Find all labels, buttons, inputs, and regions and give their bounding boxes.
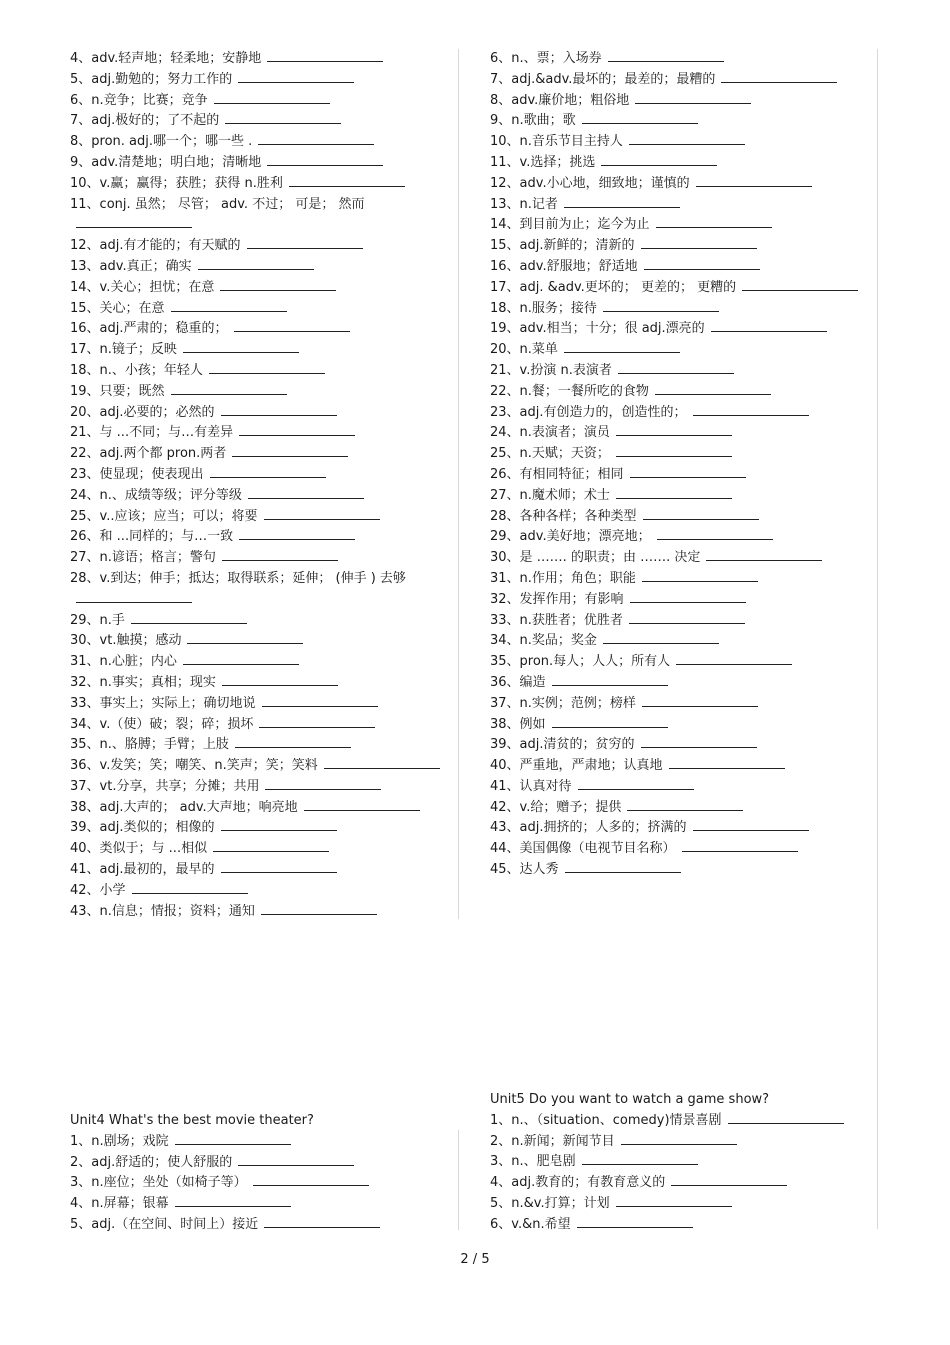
vocab-item-text: 41、adj.最初的，最早的 — [70, 862, 215, 878]
vocab-item-text: 40、类似于；与 ...相似 — [70, 841, 208, 857]
vocab-item — [70, 548, 456, 569]
answer-blank — [642, 694, 758, 707]
vocab-item-text: 26、有相同特征；相同 — [490, 466, 624, 482]
vocab-item — [490, 257, 876, 278]
answer-blank — [221, 860, 337, 873]
answer-blank — [267, 49, 383, 62]
answer-blank — [214, 91, 330, 104]
answer-blank — [225, 111, 341, 124]
vocab-item — [490, 1173, 876, 1194]
vocab-item-text: 35、pron.每人；人人；所有人 — [490, 654, 671, 670]
vocab-item-text: 7、adj.&adv.最坏的；最差的；最糟的 — [490, 71, 716, 87]
vocab-item — [490, 236, 876, 257]
vocab-item-text: 5、adj.勤勉的；努力工作的 — [70, 71, 233, 87]
answer-blank — [267, 153, 383, 166]
vocab-item-text: 1、n.剧场；戏院 — [70, 1133, 169, 1149]
answer-blank — [238, 1153, 354, 1166]
vocab-item-text: 40、严重地，严肃地；认真地 — [490, 758, 663, 774]
vocab-item — [70, 91, 456, 112]
vocab-item-text: 12、adj.有才能的；有天赋的 — [70, 238, 241, 254]
vocab-item — [490, 278, 876, 299]
vocab-item-text: 19、只要；既然 — [70, 383, 165, 399]
answer-blank — [630, 465, 746, 478]
answer-blank — [669, 756, 785, 769]
answer-blank — [171, 299, 287, 312]
answer-blank — [565, 860, 681, 873]
vocab-item-text: 44、美国偶像（电视节目名称） — [490, 841, 676, 857]
unit4-title: Unit4 What's the best movie theater? — [70, 1113, 314, 1128]
vocab-item-text: 17、adj. &adv.更坏的； 更差的； 更糟的 — [490, 279, 737, 295]
vocab-item-text: 20、n.菜单 — [490, 342, 558, 358]
vocab-item-text: 36、v.发笑；笑；嘲笑、n.笑声；笑；笑料 — [70, 758, 318, 774]
vocab-item-text: 9、n.歌曲；歌 — [490, 113, 576, 129]
vocab-item-text: 20、adj.必要的；必然的 — [70, 404, 215, 420]
vocab-item — [490, 673, 876, 694]
answer-blank — [603, 631, 719, 644]
vocab-item-text: 8、adv.廉价地；粗俗地 — [490, 92, 630, 108]
vocab-item-text: 22、n.餐；一餐所吃的食物 — [490, 383, 649, 399]
vocab-item — [490, 403, 876, 424]
answer-blank — [618, 361, 734, 374]
vocab-item-text: 8、pron. adj.哪一个；哪一些 . — [70, 134, 253, 150]
vocab-item — [70, 382, 456, 403]
vocab-item-text: 28、各种各样；各种类型 — [490, 508, 637, 524]
vocab-item — [70, 153, 456, 174]
answer-blank — [608, 49, 724, 62]
vocab-item — [70, 257, 456, 278]
answer-blank — [213, 839, 329, 852]
answer-blank — [324, 756, 440, 769]
answer-blank — [238, 70, 354, 83]
vocab-item — [490, 195, 876, 216]
vocab-item — [490, 49, 876, 70]
vocab-item-text: 4、adv.轻声地；轻柔地；安静地 — [70, 51, 262, 66]
vocab-item-text: 43、adj.拥挤的；人多的；挤满的 — [490, 820, 687, 836]
vocab-item-text: 12、adv.小心地，细致地；谨慎的 — [490, 175, 690, 191]
answer-blank — [264, 1215, 380, 1228]
answer-blank — [261, 902, 377, 915]
vocab-item — [490, 91, 876, 112]
vocab-item-text: 39、adj.类似的；相像的 — [70, 820, 215, 836]
vocab-item — [490, 1111, 876, 1132]
vocab-item-text: 19、adv.相当；十分；很 adj.漂亮的 — [490, 321, 705, 337]
answer-blank — [171, 382, 287, 395]
vocab-item — [490, 486, 876, 507]
vocab-item — [70, 735, 456, 756]
vocab-item-text: 6、v.&n.希望 — [490, 1216, 571, 1232]
vocab-item-text: 42、v.给；赠予；提供 — [490, 799, 622, 815]
vocab-item — [490, 777, 876, 798]
vocab-item — [490, 756, 876, 777]
answer-blank — [644, 257, 760, 270]
vocab-item — [70, 673, 456, 694]
answer-blank — [603, 299, 719, 312]
answer-blank — [642, 569, 758, 582]
vocab-item-text: 27、n.谚语；格言；警句 — [70, 550, 216, 566]
vocab-item-text: 31、n.心脏；内心 — [70, 654, 177, 670]
answer-blank — [175, 1132, 291, 1145]
answer-blank — [253, 1173, 369, 1186]
vocab-item-text: 25、v..应该；应当；可以；将要 — [70, 508, 258, 524]
vocab-item — [490, 839, 876, 860]
vocab-item — [70, 839, 456, 860]
left-column-divider — [458, 49, 459, 919]
answer-blank — [616, 423, 732, 436]
answer-blank — [210, 465, 326, 478]
vocab-item — [490, 111, 876, 132]
vocab-item — [490, 507, 876, 528]
vocab-item-text: 10、n.音乐节目主持人 — [490, 134, 623, 150]
vocab-item — [70, 715, 456, 736]
answer-blank — [222, 548, 338, 561]
vocab-item — [70, 486, 456, 507]
vocab-item-text: 13、adv.真正；确实 — [70, 258, 192, 274]
answer-blank — [711, 319, 827, 332]
vocab-item — [70, 694, 456, 715]
answer-blank — [582, 1152, 698, 1165]
vocab-item — [70, 1132, 456, 1153]
vocab-item-text: 4、n.屏幕；银幕 — [70, 1196, 169, 1212]
vocab-item-text: 28、v.到达；伸手；抵达；取得联系；延伸； (伸手 ) 去够 — [70, 570, 406, 586]
vocab-item — [70, 423, 456, 444]
vocab-item — [70, 1194, 456, 1215]
answer-blank — [706, 548, 822, 561]
vocab-item-text: 34、n.奖品；奖金 — [490, 633, 597, 649]
answer-blank — [577, 1215, 693, 1228]
vocab-item-text: 22、adj.两个都 pron.两者 — [70, 446, 227, 462]
answer-blank — [552, 673, 668, 686]
vocab-item — [490, 382, 876, 403]
vocab-item — [70, 611, 456, 632]
vocab-item-text: 31、n.作用；角色；职能 — [490, 570, 636, 586]
vocab-item — [490, 361, 876, 382]
vocab-item — [490, 1215, 876, 1236]
vocab-item-text: 29、adv.美好地；漂亮地； — [490, 529, 651, 545]
answer-blank — [221, 403, 337, 416]
vocab-item-text: 39、adj.清贫的；贫穷的 — [490, 737, 635, 753]
vocab-item — [70, 299, 456, 320]
vocab-item-text: 1、n.、（situation、comedy)情景喜剧 — [490, 1112, 722, 1128]
vocab-item-text: 45、达人秀 — [490, 862, 559, 878]
answer-blank — [582, 111, 698, 124]
vocab-item — [70, 569, 456, 611]
vocab-item — [490, 70, 876, 91]
answer-blank — [621, 1132, 737, 1145]
answer-blank — [262, 694, 378, 707]
vocab-item — [490, 319, 876, 340]
answer-blank — [564, 195, 680, 208]
vocab-item — [490, 735, 876, 756]
answer-blank — [265, 777, 381, 790]
vocab-item-text: 24、n.、成绩等级；评分等级 — [70, 487, 242, 503]
vocab-item — [490, 818, 876, 839]
vocab-item — [490, 548, 876, 569]
answer-blank — [643, 507, 759, 520]
answer-blank — [564, 340, 680, 353]
page-number: 2 / 5 — [460, 1252, 490, 1267]
answer-blank — [693, 403, 809, 416]
vocab-item — [70, 1215, 456, 1236]
answer-blank — [264, 507, 380, 520]
vocab-item — [490, 153, 876, 174]
answer-blank — [198, 257, 314, 270]
vocab-item-text: 7、adj.极好的；了不起的 — [70, 113, 220, 129]
answer-blank — [657, 527, 773, 540]
vocab-item — [490, 1152, 876, 1173]
answer-blank — [76, 590, 192, 603]
answer-blank — [187, 631, 303, 644]
answer-blank — [742, 278, 858, 291]
vocab-item-text: 29、n.手 — [70, 612, 125, 628]
vocab-item — [70, 319, 456, 340]
vocab-item-text: 18、n.、小孩；年轻人 — [70, 362, 203, 378]
answer-blank — [627, 798, 743, 811]
answer-blank — [641, 236, 757, 249]
vocab-item-text: 23、adj.有创造力的，创造性的； — [490, 404, 687, 420]
answer-blank — [696, 174, 812, 187]
vocab-item — [70, 860, 456, 881]
answer-blank — [630, 590, 746, 603]
vocab-item — [70, 49, 456, 70]
vocab-item-text: 4、adj.教育的；有教育意义的 — [490, 1175, 666, 1191]
answer-blank — [693, 818, 809, 831]
vocab-item — [70, 340, 456, 361]
vocab-item — [70, 236, 456, 257]
vocab-item — [490, 215, 876, 236]
answer-blank — [247, 236, 363, 249]
vocab-item — [70, 652, 456, 673]
vocab-item — [70, 361, 456, 382]
vocab-item-text: 30、vt.触摸；感动 — [70, 633, 182, 649]
vocab-item — [70, 798, 456, 819]
vocab-item-text: 15、关心；在意 — [70, 300, 165, 316]
vocab-item — [70, 444, 456, 465]
vocab-item — [490, 1194, 876, 1215]
answer-blank — [234, 319, 350, 332]
vocab-item — [490, 465, 876, 486]
left-top-vocab-list — [70, 49, 456, 922]
vocab-item-text: 23、使显现；使表现出 — [70, 466, 204, 482]
vocab-item — [490, 590, 876, 611]
vocab-item-text: 18、n.服务；接待 — [490, 300, 597, 316]
answer-blank — [676, 652, 792, 665]
vocab-item-text: 11、conj. 虽然； 尽管； adv. 不过； 可是； 然而 — [70, 196, 365, 212]
answer-blank — [175, 1194, 291, 1207]
vocab-item — [490, 174, 876, 195]
vocab-item — [490, 611, 876, 632]
vocab-item-text: 32、发挥作用；有影响 — [490, 591, 624, 607]
answer-blank — [629, 132, 745, 145]
vocab-item-text: 27、n.魔术师；术士 — [490, 487, 610, 503]
vocab-item-text: 10、v.赢；赢得；获胜；获得 n.胜利 — [70, 175, 283, 191]
vocab-item-text: 30、是 ……. 的职责；由 ……. 决定 — [490, 550, 701, 566]
vocab-item — [70, 507, 456, 528]
left-column-divider-bottom — [458, 1130, 459, 1230]
vocab-item-text: 3、n.座位；坐处（如椅子等） — [70, 1175, 247, 1191]
unit4-vocab-list — [70, 1132, 456, 1236]
answer-blank — [222, 673, 338, 686]
vocab-item — [70, 818, 456, 839]
vocab-item — [70, 403, 456, 424]
answer-blank — [235, 735, 351, 748]
answer-blank — [728, 1111, 844, 1124]
vocab-item-text: 5、n.&v.打算；计划 — [490, 1195, 610, 1211]
answer-blank — [616, 1194, 732, 1207]
vocab-item-text: 32、n.事实；真相；现实 — [70, 674, 216, 690]
vocab-item — [490, 652, 876, 673]
vocab-item-text: 15、adj.新鲜的；清新的 — [490, 238, 635, 254]
vocab-item — [490, 444, 876, 465]
vocab-item — [490, 1132, 876, 1153]
vocab-item-text: 33、n.获胜者；优胜者 — [490, 612, 623, 628]
answer-blank — [220, 278, 336, 291]
answer-blank — [248, 486, 364, 499]
vocab-item-text: 35、n.、胳膊；手臂；上肢 — [70, 737, 229, 753]
vocab-item — [70, 1173, 456, 1194]
vocab-item-text: 37、vt.分享，共享；分摊；共用 — [70, 778, 260, 794]
answer-blank — [239, 527, 355, 540]
vocab-item — [70, 174, 456, 195]
vocab-item — [490, 715, 876, 736]
vocab-item-text: 21、与 ...不同；与…有差异 — [70, 425, 234, 441]
answer-blank — [232, 444, 348, 457]
vocab-item — [70, 278, 456, 299]
answer-blank — [578, 777, 694, 790]
vocab-item — [70, 756, 456, 777]
vocab-item — [490, 860, 876, 881]
vocab-item — [490, 631, 876, 652]
answer-blank — [629, 611, 745, 624]
vocab-item — [70, 195, 456, 237]
vocab-item-text: 25、n.天赋；天资； — [490, 446, 610, 462]
vocab-item — [70, 132, 456, 153]
right-top-vocab-list — [490, 49, 876, 881]
vocab-item-text: 9、adv.清楚地；明白地；清晰地 — [70, 154, 262, 170]
vocab-item — [490, 694, 876, 715]
vocab-item-text: 41、认真对待 — [490, 778, 572, 794]
vocab-item — [70, 881, 456, 902]
vocab-item — [490, 569, 876, 590]
answer-blank — [289, 174, 405, 187]
vocab-item-text: 38、例如 — [490, 716, 546, 732]
answer-blank — [682, 839, 798, 852]
unit5-title: Unit5 Do you want to watch a game show? — [490, 1092, 770, 1107]
vocab-item — [70, 777, 456, 798]
vocab-item — [70, 111, 456, 132]
answer-blank — [183, 652, 299, 665]
answer-blank — [183, 340, 299, 353]
vocab-item-text: 14、v.关心；担忧；在意 — [70, 279, 215, 295]
vocab-item — [70, 1153, 456, 1174]
vocab-item — [70, 527, 456, 548]
vocab-item-text: 2、adj.舒适的；使人舒服的 — [70, 1154, 233, 1170]
answer-blank — [209, 361, 325, 374]
vocab-item-text: 11、v.选择；挑选 — [490, 154, 596, 170]
unit5-vocab-list — [490, 1111, 876, 1236]
vocab-item-text: 2、n.新闻；新闻节目 — [490, 1133, 615, 1149]
vocab-item-text: 3、n.、肥皂剧 — [490, 1154, 576, 1170]
vocab-item — [490, 132, 876, 153]
vocab-item — [70, 902, 456, 923]
vocab-item-text: 14、到目前为止；迄今为止 — [490, 217, 650, 233]
answer-blank — [721, 70, 837, 83]
vocab-item-text: 36、编造 — [490, 674, 546, 690]
vocab-item — [490, 340, 876, 361]
answer-blank — [552, 715, 668, 728]
answer-blank — [635, 91, 751, 104]
answer-blank — [304, 798, 420, 811]
vocab-item-text: 6、n.竞争；比赛；竞争 — [70, 92, 208, 108]
answer-blank — [239, 423, 355, 436]
vocab-item-text: 16、adj.严肃的；稳重的； — [70, 321, 228, 337]
vocab-item-text: 37、n.实例；范例；榜样 — [490, 695, 636, 711]
answer-blank — [259, 715, 375, 728]
vocab-item-text: 13、n.记者 — [490, 196, 558, 212]
answer-blank — [76, 215, 192, 228]
answer-blank — [221, 818, 337, 831]
answer-blank — [641, 735, 757, 748]
vocab-item-text: 21、v.扮演 n.表演者 — [490, 362, 612, 378]
answer-blank — [601, 153, 717, 166]
right-column-divider — [877, 49, 878, 1229]
vocab-item-text: 34、v.（使）破；裂；碎；损坏 — [70, 716, 254, 732]
vocab-item — [490, 299, 876, 320]
answer-blank — [655, 382, 771, 395]
vocab-item-text: 17、n.镜子；反映 — [70, 342, 177, 358]
answer-blank — [616, 486, 732, 499]
answer-blank — [258, 132, 374, 145]
vocab-item-text: 42、小学 — [70, 882, 126, 898]
vocab-item-text: 24、n.表演者；演员 — [490, 425, 610, 441]
vocab-item — [70, 631, 456, 652]
vocab-item-text: 33、事实上；实际上；确切地说 — [70, 695, 256, 711]
vocab-item-text: 26、和 ...同样的；与…一致 — [70, 529, 234, 545]
unit4-section — [70, 1111, 456, 1236]
vocab-item — [70, 70, 456, 91]
vocab-item — [490, 798, 876, 819]
vocab-item-text: 5、adj.（在空间、时间上）接近 — [70, 1216, 259, 1232]
vocab-item — [490, 527, 876, 548]
vocab-item — [70, 465, 456, 486]
vocab-item-text: 43、n.信息；情报；资料；通知 — [70, 903, 255, 919]
vocab-item-text: 16、adv.舒服地；舒适地 — [490, 258, 638, 274]
unit5-section — [490, 1090, 876, 1236]
answer-blank — [616, 444, 732, 457]
vocab-item-text: 6、n.、票；入场券 — [490, 51, 602, 66]
answer-blank — [132, 881, 248, 894]
answer-blank — [131, 611, 247, 624]
answer-blank — [671, 1173, 787, 1186]
answer-blank — [656, 215, 772, 228]
vocab-item — [490, 423, 876, 444]
vocab-item-text: 38、adj.大声的； adv.大声地；响亮地 — [70, 799, 298, 815]
